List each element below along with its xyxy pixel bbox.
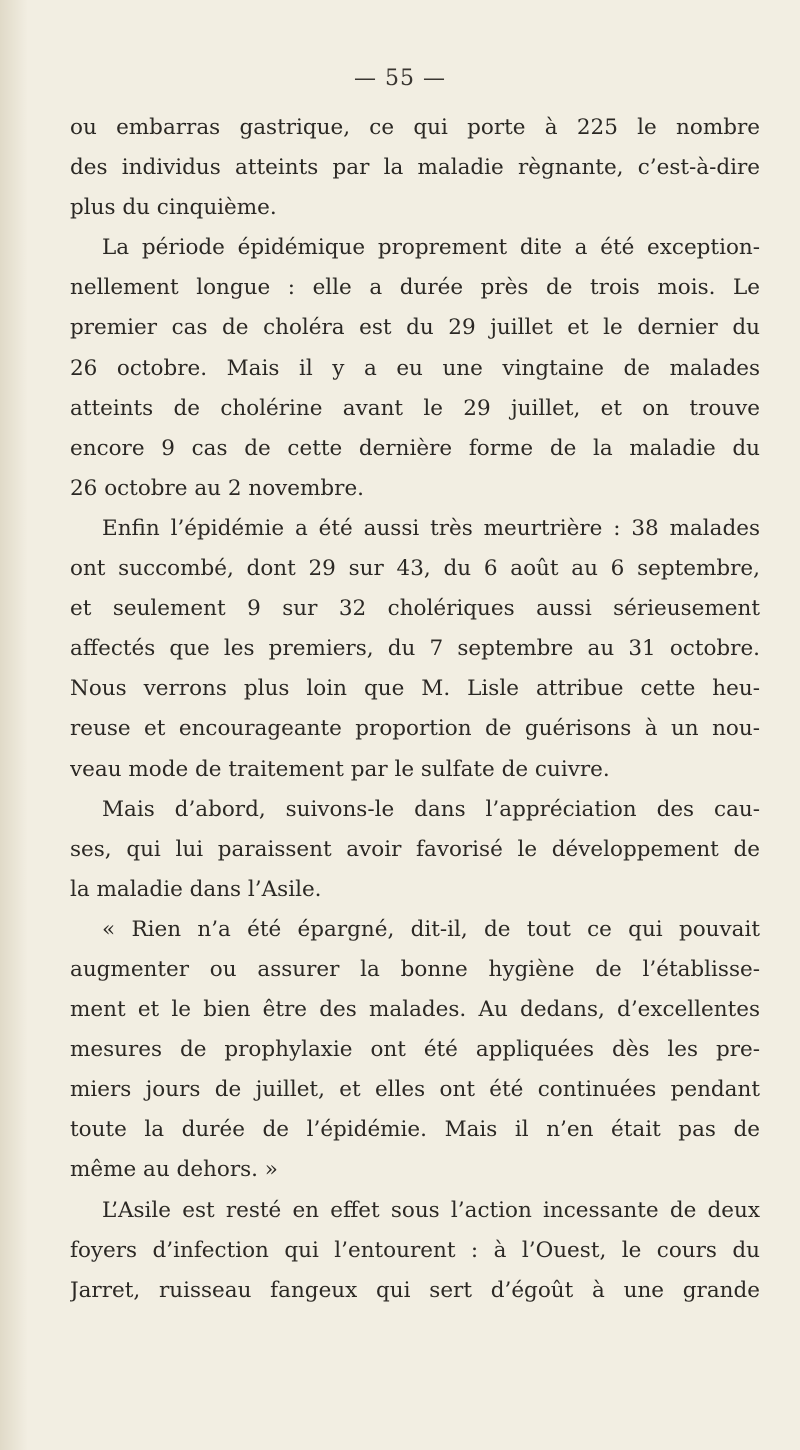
text-line: « Rien n’a été épargné, dit-il, de tout ce qui pouvait: [102, 916, 760, 942]
text-line: plus du cinquième.: [70, 195, 277, 221]
text-line: La période épidémique proprement dite a été exception-: [102, 235, 760, 261]
text-line: même au dehors. »: [70, 1157, 278, 1183]
text-line: miers jours de juillet, et elles ont été continuées pendant: [70, 1077, 760, 1103]
text-line: atteints de cholérine avant le 29 juillet, et on trouve: [70, 395, 760, 421]
body-text: [70, 108, 760, 1311]
text-line: ses, qui lui paraissent avoir favorisé le développement de: [70, 836, 760, 862]
text-line: des individus atteints par la maladie règnante, c’est-à-dire: [70, 155, 760, 181]
text-line: ou embarras gastrique, ce qui porte à 225 le nombre: [70, 115, 760, 140]
text-line: ment et le bien être des malades. Au dedans, d’excellentes: [70, 997, 760, 1023]
text-line: 26 octobre au 2 novembre.: [70, 475, 365, 501]
text-line: augmenter ou assurer la bonne hygiène de l’établisse-: [70, 956, 760, 982]
text-line: Jarret, ruisseau fangeux qui sert d’égoût à une grande: [70, 1277, 760, 1303]
text-line: reuse et encourageante proportion de guérisons à un nou-: [70, 716, 760, 742]
text-line: mesures de prophylaxie ont été appliquées dès les pre-: [70, 1037, 760, 1063]
text-line: 26 octobre. Mais il y a eu une vingtaine de malades: [70, 355, 760, 381]
text-line: et seulement 9 sur 32 cholériques aussi sérieusement: [70, 596, 760, 622]
text-line: Enfin l’épidémie a été aussi très meurtrière : 38 malades: [102, 515, 760, 541]
text-line: premier cas de choléra est du 29 juillet et le dernier du: [70, 315, 760, 341]
text-line: Nous verrons plus loin que M. Lisle attribue cette heu-: [70, 676, 760, 702]
text-line: L’Asile est resté en effet sous l’action incessante de deux: [102, 1197, 760, 1223]
text-line: foyers d’infection qui l’entourent : à l’Ouest, le cours du: [70, 1237, 760, 1263]
text-line: toute la durée de l’épidémie. Mais il n’en était pas de: [70, 1117, 760, 1143]
text-line: veau mode de traitement par le sulfate de cuivre.: [70, 756, 610, 782]
text-line: Mais d’abord, suivons-le dans l’appréciation des cau-: [102, 796, 760, 822]
text-line: encore 9 cas de cette dernière forme de la maladie du: [70, 435, 760, 461]
text-line: nellement longue : elle a durée près de trois mois. Le: [70, 275, 760, 301]
text-line: affectés que les premiers, du 7 septembre au 31 octobre.: [70, 636, 760, 662]
text-line: la maladie dans l’Asile.: [70, 876, 322, 902]
text-line: ont succombé, dont 29 sur 43, du 6 août au 6 septembre,: [70, 556, 760, 582]
page-number: — 55 —: [354, 66, 446, 91]
